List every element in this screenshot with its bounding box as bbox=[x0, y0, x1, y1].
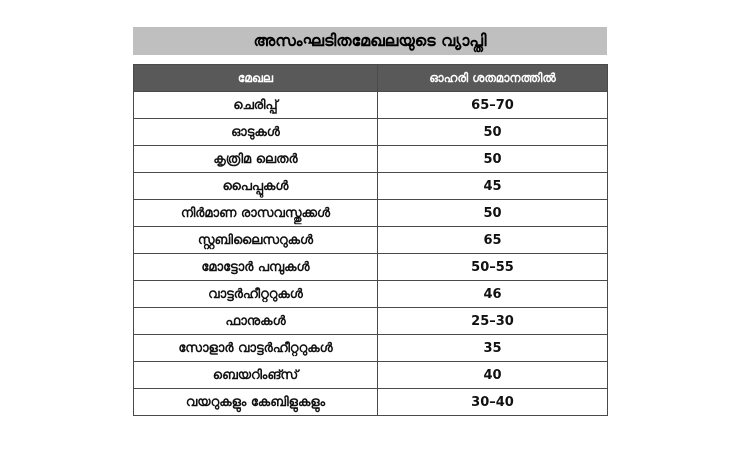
table-row bbox=[134, 389, 608, 416]
cell-share: 25–30 bbox=[378, 308, 608, 335]
cell-sector: വാട്ടർഹീറ്ററുകൾ bbox=[134, 281, 378, 308]
cell-sector: കൃത്രിമ ലെതർ bbox=[134, 146, 378, 173]
table-row bbox=[134, 173, 608, 200]
cell-sector: ചെരിപ്പ് bbox=[134, 92, 378, 119]
cell-sector: വയറുകളും കേബിളുകളും bbox=[134, 389, 378, 416]
header-row bbox=[134, 65, 608, 92]
table-row bbox=[134, 200, 608, 227]
data-table bbox=[133, 64, 608, 416]
table-row bbox=[134, 308, 608, 335]
cell-sector: മോട്ടോർ പമ്പുകൾ bbox=[134, 254, 378, 281]
table-row bbox=[134, 92, 608, 119]
cell-sector: ബെയറിംങ്സ് bbox=[134, 362, 378, 389]
table-row bbox=[134, 335, 608, 362]
header-share: ഓഹരി ശതമാനത്തിൽ bbox=[378, 65, 608, 92]
table-row bbox=[134, 281, 608, 308]
header-sector: മേഖല bbox=[134, 65, 378, 92]
cell-share: 50 bbox=[378, 146, 608, 173]
cell-sector: സോളാർ വാട്ടർഹീറ്ററുകൾ bbox=[134, 335, 378, 362]
table-row bbox=[134, 227, 608, 254]
cell-share: 65 bbox=[378, 227, 608, 254]
cell-share: 40 bbox=[378, 362, 608, 389]
cell-sector: പൈപ്പുകൾ bbox=[134, 173, 378, 200]
cell-sector: ഓടുകൾ bbox=[134, 119, 378, 146]
cell-sector: നിർമാണ രാസവസ്തുക്കൾ bbox=[134, 200, 378, 227]
cell-sector: ഫാനുകൾ bbox=[134, 308, 378, 335]
cell-share: 30–40 bbox=[378, 389, 608, 416]
cell-share: 35 bbox=[378, 335, 608, 362]
cell-share: 50 bbox=[378, 200, 608, 227]
cell-share: 65–70 bbox=[378, 92, 608, 119]
cell-share: 50 bbox=[378, 119, 608, 146]
table-row bbox=[134, 119, 608, 146]
cell-sector: സ്റ്റബിലൈസറുകൾ bbox=[134, 227, 378, 254]
table-row bbox=[134, 254, 608, 281]
cell-share: 46 bbox=[378, 281, 608, 308]
table-row bbox=[134, 146, 608, 173]
cell-share: 45 bbox=[378, 173, 608, 200]
cell-share: 50–55 bbox=[378, 254, 608, 281]
table-title: അസംഘടിതമേഖലയുടെ വ്യാപ്തി bbox=[133, 27, 607, 55]
table-row bbox=[134, 362, 608, 389]
